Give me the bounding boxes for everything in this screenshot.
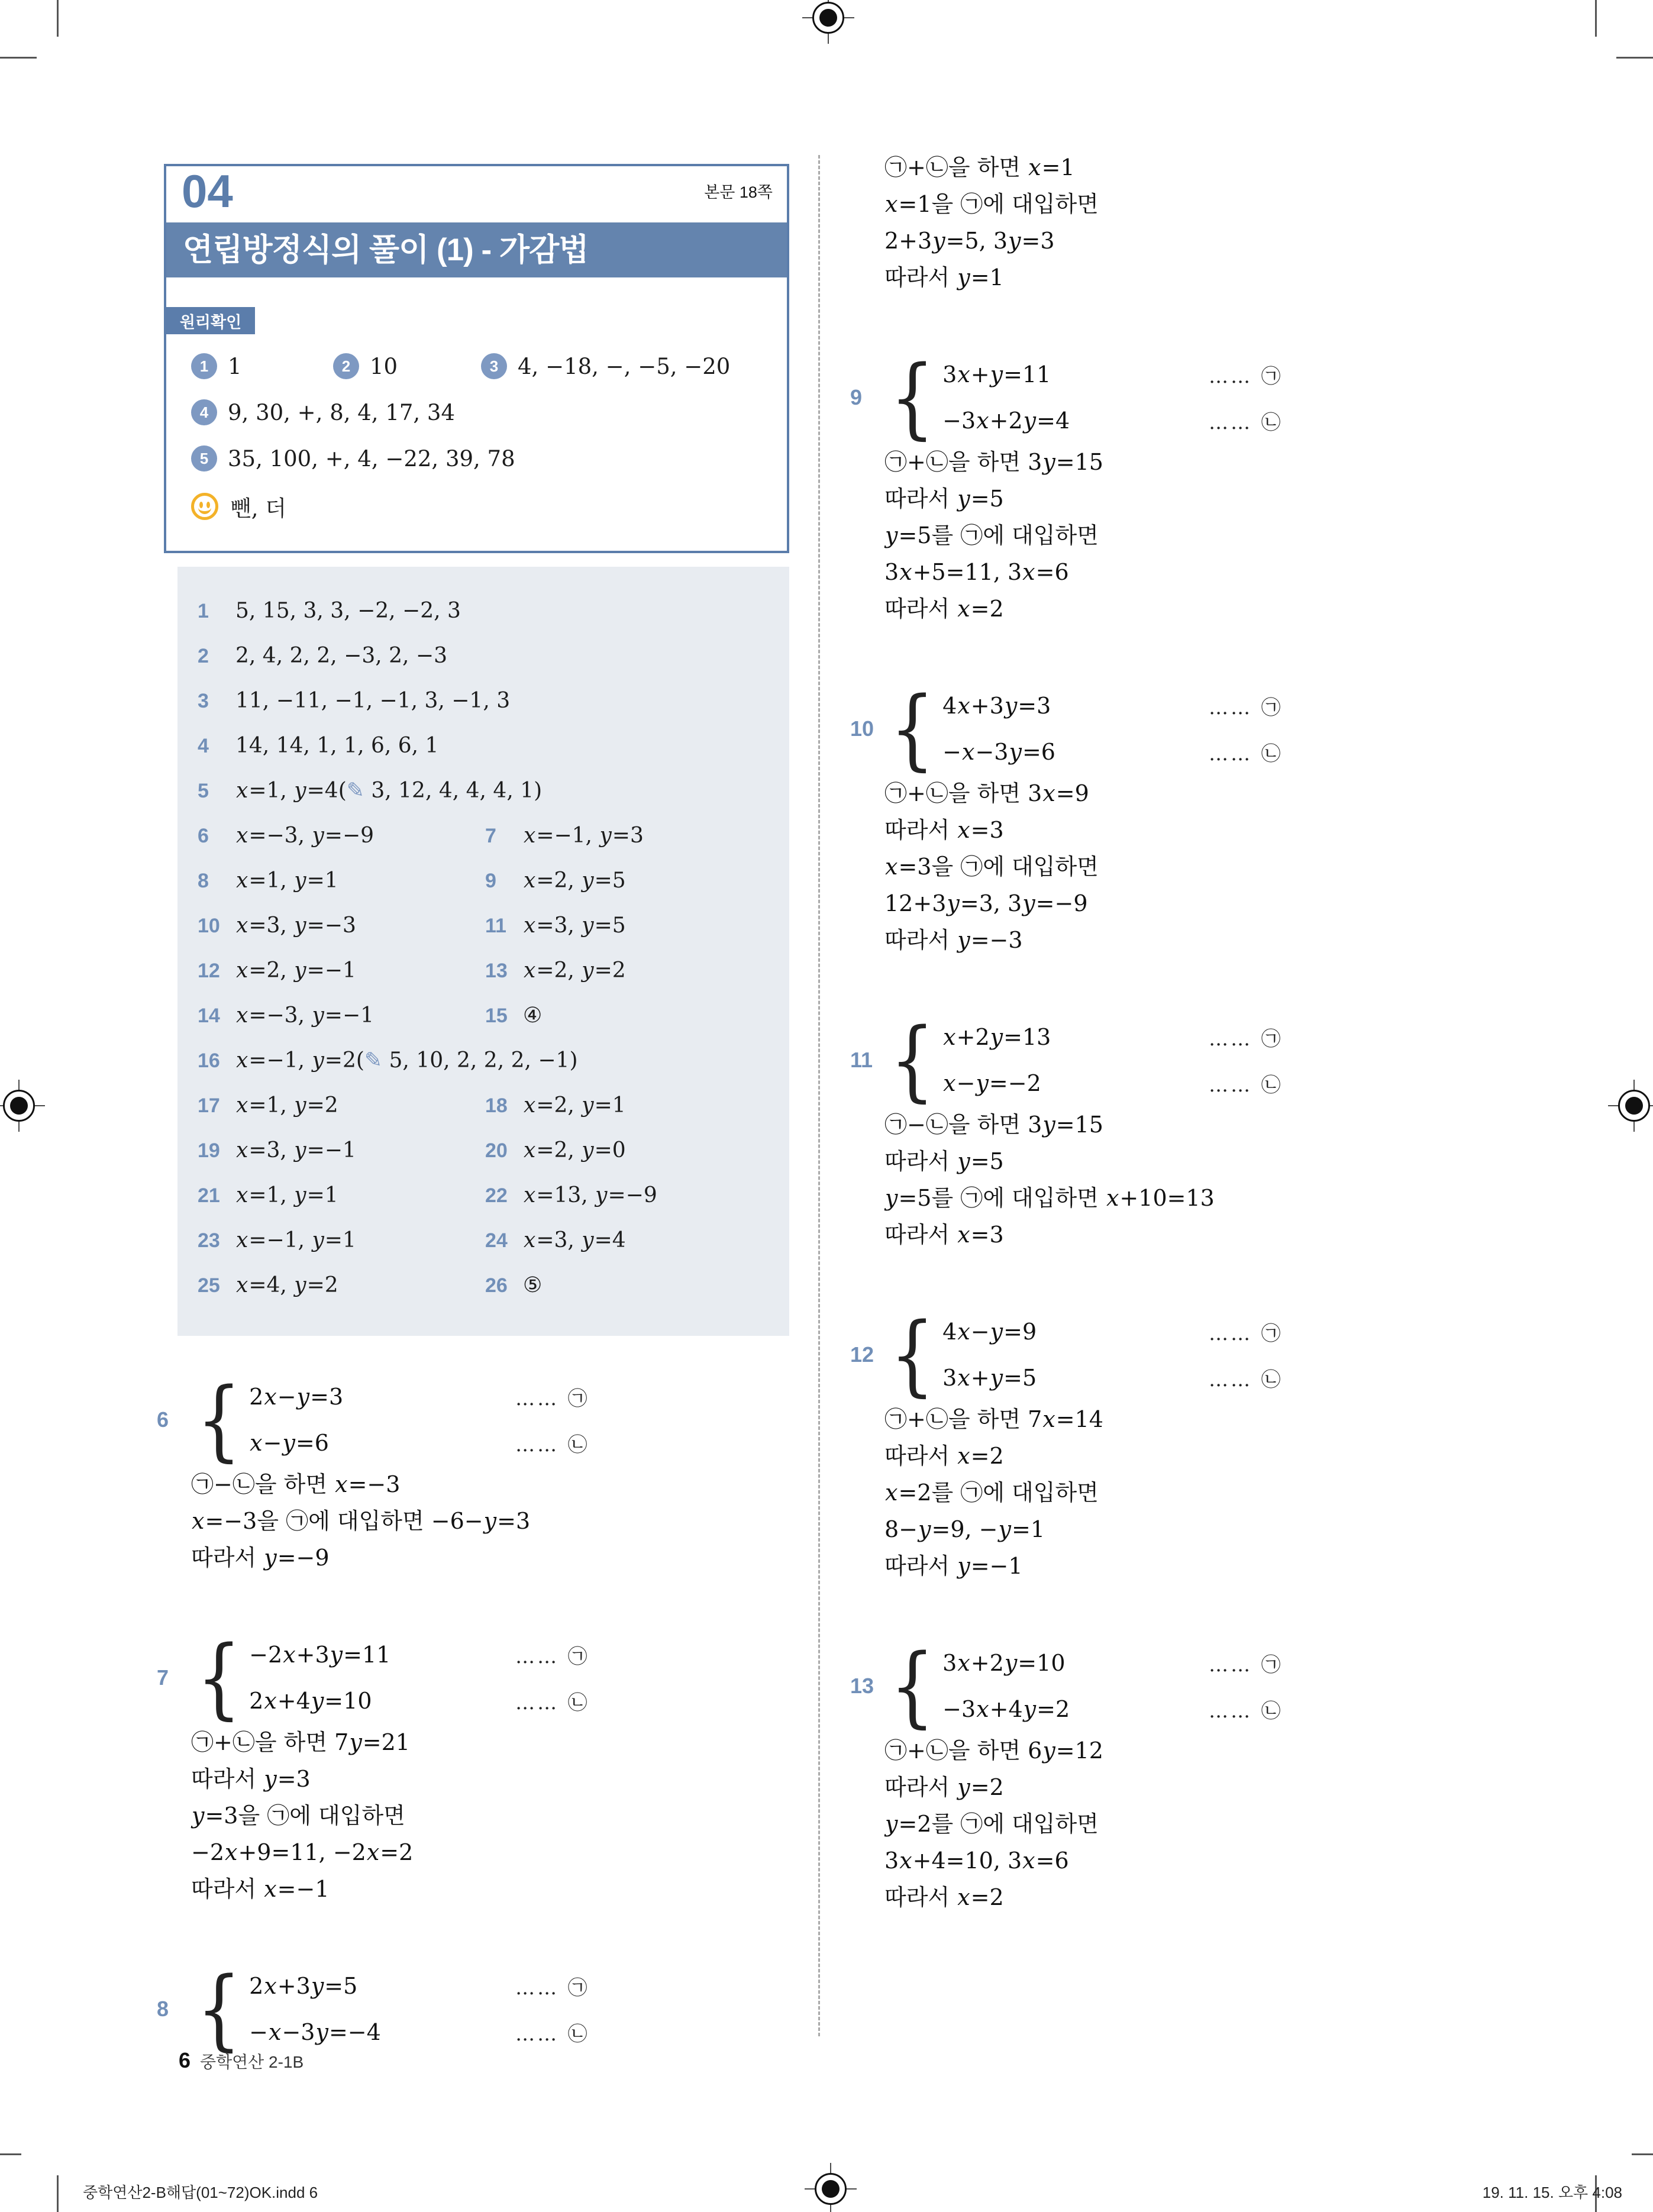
answer-row: [198, 633, 769, 678]
solution-lines: [884, 149, 1504, 296]
equation-system: [884, 1009, 1283, 1111]
equation: 3x+y=5: [942, 1365, 1037, 1391]
solution-lines: [884, 1106, 1504, 1253]
system-equations: [249, 1632, 590, 1724]
answer-number: 25: [198, 1274, 220, 1297]
solution-line: 따라서 y=3: [191, 1766, 311, 1792]
system-equations: [942, 1309, 1283, 1401]
solution-line: 따라서 y=−1: [884, 1553, 1023, 1579]
solution-line: 따라서 y=5: [884, 1148, 1004, 1174]
system-brace-icon: {: [890, 678, 935, 780]
principle-item: [191, 445, 771, 472]
solution-number: 7: [157, 1665, 169, 1690]
solution-block: [850, 678, 1504, 958]
solution-line: ㉠+㉡을 하면 7x=14: [884, 1406, 1103, 1432]
solutions-column-left: [157, 1369, 789, 2111]
answer-cell: [485, 1273, 769, 1297]
solution-line: y=5를 ㉠에 대입하면: [885, 522, 1099, 548]
equation-system: [884, 1304, 1283, 1406]
answer-number: 11: [485, 914, 506, 937]
footer-page-number: 6: [179, 2048, 191, 2072]
solution-system-row: [850, 1635, 1504, 1737]
system-brace-icon: {: [890, 347, 935, 448]
answer-row: [198, 1218, 769, 1262]
solution-system-row: [850, 347, 1504, 448]
solution-lines: [884, 444, 1504, 627]
equation-label: …… ㉠: [1209, 364, 1283, 387]
textbook-page-ref: 본문 18쪽: [704, 183, 773, 201]
equation-label: …… ㉠: [1209, 1321, 1283, 1345]
system-equation-row: [942, 1640, 1283, 1686]
equation: x−y=6: [250, 1430, 329, 1456]
equation: 3x+y=11: [942, 361, 1051, 387]
system-equation-row: [942, 1014, 1283, 1060]
solution-system-row: [850, 1304, 1504, 1406]
solution-line: 3x+5=11, 3x=6: [884, 559, 1069, 585]
print-filename: 중학연산2-B해답(01~72)OK.indd 6: [83, 2184, 318, 2201]
answer-number: 8: [198, 869, 209, 892]
solution-line: 12+3y=3, 3y=−9: [884, 890, 1088, 916]
item-answer-text: 10: [370, 353, 398, 379]
answer-number: 3: [198, 689, 209, 712]
unit-title: 연립방정식의 풀이 (1) - 가감법: [183, 232, 589, 267]
crop-mark-bottom-left-v: [57, 2175, 59, 2212]
solution-block: [850, 1009, 1504, 1253]
equation-label: …… ㉡: [1209, 410, 1283, 434]
equation-label: …… ㉡: [515, 1432, 590, 1456]
answer-row: [198, 678, 769, 723]
answer-value: 11, −11, −1, −1, 3, −1, 3: [235, 688, 511, 713]
answer-cell: [198, 958, 485, 983]
solution-block: [850, 1635, 1504, 1916]
answer-cell: [485, 1228, 769, 1252]
answer-value: x=3, y=−3: [236, 913, 356, 938]
answer-row: [198, 993, 769, 1038]
system-equation-row: [942, 1060, 1283, 1106]
answer-number: 23: [198, 1229, 220, 1252]
solution-line: 따라서 y=1: [884, 264, 1004, 290]
system-equation-row: [249, 1632, 590, 1678]
answer-value: x=3, y=5: [524, 913, 626, 938]
answer-value: x=13, y=−9: [524, 1183, 657, 1207]
system-brace-icon: {: [890, 1304, 935, 1406]
crop-mark-top-left-h: [0, 57, 37, 59]
solution-block: [850, 1304, 1504, 1584]
answer-row: [198, 813, 769, 858]
equation: 2x+3y=5: [249, 1973, 358, 1999]
pencil-icon: ✎: [346, 778, 364, 803]
solution-line: 8−y=9, −y=1: [884, 1516, 1045, 1542]
answer-value: x=3, y=4: [524, 1228, 626, 1252]
unit-header-box: [164, 164, 789, 553]
answer-row: [198, 1038, 769, 1083]
item-number-badge: 2: [333, 353, 359, 379]
equation: −3x+4y=2: [942, 1696, 1070, 1722]
system-equation-row: [249, 1420, 590, 1466]
equation: x+2y=13: [943, 1024, 1051, 1050]
answer-number: 12: [198, 959, 220, 982]
answer-value: x=2, y=1: [524, 1093, 626, 1118]
equation-label: …… ㉠: [515, 1644, 590, 1668]
registration-mark-bottom: [805, 2163, 857, 2212]
answer-value: ⑤: [523, 1273, 543, 1297]
answer-row: [198, 858, 769, 903]
solution-block: [850, 149, 1504, 296]
solution-line: 따라서 x=2: [884, 596, 1004, 622]
system-equation-row: [942, 729, 1283, 775]
answer-cell: [198, 1228, 485, 1252]
equation-system: [191, 1627, 590, 1729]
answer-value: x=1, y=1: [236, 1183, 338, 1207]
solution-lines: [191, 1724, 789, 1907]
system-equation-row: [942, 398, 1283, 444]
solution-line: ㉠−㉡을 하면 3y=15: [884, 1112, 1103, 1138]
solution-system-row: [157, 1958, 789, 2060]
solution-line: −2x+9=11, −2x=2: [191, 1839, 414, 1865]
answer-cell: [485, 958, 769, 983]
page-footer: [179, 2048, 304, 2073]
equation-label: …… ㉡: [1209, 1698, 1283, 1722]
registration-mark-top: [802, 0, 854, 44]
answer-number: 15: [485, 1004, 508, 1027]
smiley-icon: [191, 493, 218, 520]
footer-book-title: 중학연산 2-1B: [200, 2053, 304, 2071]
solution-system-row: [850, 1009, 1504, 1111]
answer-value: x=4, y=2: [236, 1273, 338, 1297]
system-brace-icon: {: [890, 1635, 935, 1737]
equation: −3x+2y=4: [942, 408, 1070, 434]
solution-line: 따라서 y=5: [884, 486, 1004, 512]
solution-line: ㉠+㉡을 하면 7y=21: [191, 1729, 410, 1755]
answer-number: 9: [485, 869, 496, 892]
system-equations: [942, 1640, 1283, 1732]
answer-number: 18: [485, 1094, 508, 1117]
solution-lines: [191, 1466, 789, 1576]
answer-row: [198, 723, 769, 768]
equation: 2x+4y=10: [249, 1688, 372, 1714]
answer-cell: [485, 1093, 769, 1118]
equation: 4x−y=9: [942, 1319, 1037, 1345]
solution-line: y=2를 ㉠에 대입하면: [885, 1811, 1099, 1837]
answer-cell: [198, 1093, 485, 1118]
registration-mark-left: [0, 1080, 45, 1132]
answer-row: [198, 948, 769, 993]
answer-cell: [198, 1003, 485, 1028]
answer-number: 10: [198, 914, 220, 937]
equation-label: …… ㉡: [1209, 1073, 1283, 1096]
solution-line: ㉠+㉡을 하면 x=1: [884, 154, 1075, 180]
system-equation-row: [249, 1678, 590, 1724]
answer-number: 2: [198, 644, 209, 667]
answer-value: 2, 4, 2, 2, −3, 2, −3: [235, 643, 447, 668]
solution-system-row: [850, 678, 1504, 780]
answer-number: 20: [485, 1139, 508, 1162]
solution-line: 3x+4=10, 3x=6: [884, 1848, 1069, 1874]
answer-value: x=1, y=1: [236, 868, 338, 893]
solution-line: x=−3을 ㉠에 대입하면 −6−y=3: [192, 1508, 531, 1534]
answer-cell: [485, 824, 769, 848]
answer-row: [198, 768, 769, 813]
answer-cell: [198, 1273, 485, 1297]
system-equations: [249, 1374, 590, 1466]
solution-line: 따라서 x=3: [884, 1222, 1004, 1248]
answer-value: x=2, y=2: [524, 958, 626, 983]
equation-label: …… ㉠: [515, 1386, 590, 1410]
equation-system: [884, 1635, 1283, 1737]
system-equations: [942, 1014, 1283, 1106]
answer-number: 26: [485, 1274, 508, 1297]
answer-number: 14: [198, 1004, 220, 1027]
solution-block: [850, 347, 1504, 627]
answer-value: x=2, y=5: [524, 868, 626, 893]
answer-row: [198, 1083, 769, 1128]
solution-number: 10: [850, 716, 874, 741]
solution-block: [157, 1958, 789, 2060]
equation-label: …… ㉡: [1209, 741, 1283, 765]
solution-line: ㉠−㉡을 하면 x=−3: [191, 1471, 401, 1497]
pencil-icon: ✎: [364, 1048, 383, 1073]
system-equation-row: [249, 1963, 590, 2009]
item-number-badge: 4: [191, 399, 217, 425]
crop-mark-bottom-right-h: [1632, 2153, 1653, 2155]
answer-cell: [198, 1138, 485, 1162]
solution-lines: [884, 1732, 1504, 1916]
answer-number: 19: [198, 1139, 220, 1162]
print-timestamp: 19. 11. 15. 오후 4:08: [1482, 2184, 1622, 2201]
answer-cell: [198, 868, 485, 893]
answer-number: 6: [198, 824, 209, 847]
smiley-answer-text: 뺀, 더: [230, 496, 287, 521]
solution-line: 따라서 x=3: [884, 817, 1004, 843]
item-answer-text: 35, 100, +, 4, −22, 39, 78: [228, 445, 515, 472]
solution-number: 13: [850, 1674, 874, 1698]
solution-line: y=3을 ㉠에 대입하면: [192, 1803, 405, 1829]
answer-number: 17: [198, 1094, 220, 1117]
answer-value: 14, 14, 1, 1, 6, 6, 1: [235, 733, 439, 758]
system-equation-row: [249, 1374, 590, 1420]
solution-system-row: [157, 1369, 789, 1471]
solution-number: 8: [157, 1997, 169, 2021]
solution-line: x=2를 ㉠에 대입하면: [885, 1480, 1099, 1506]
answer-value: x=1, y=4(✎ 3, 12, 4, 4, 4, 1): [236, 778, 543, 803]
solution-line: 따라서 y=−3: [884, 927, 1023, 953]
equation: x−y=−2: [943, 1070, 1041, 1096]
answer-cell: [198, 689, 769, 713]
item-number-badge: 5: [191, 445, 217, 472]
equation: −x−3y=6: [942, 739, 1055, 765]
answer-number: 4: [198, 734, 209, 757]
solution-line: 2+3y=5, 3y=3: [884, 228, 1055, 254]
equation: 2x−y=3: [249, 1384, 344, 1410]
solution-number: 11: [850, 1048, 873, 1072]
equation-system: [191, 1369, 590, 1471]
answer-cell: [485, 868, 769, 893]
answer-value: x=2, y=−1: [236, 958, 356, 983]
answer-cell: [198, 599, 769, 623]
equation-label: …… ㉡: [515, 2022, 590, 2045]
principle-check-items: [191, 353, 771, 472]
answer-cell: [198, 734, 769, 758]
smiley-answer-row: [191, 490, 286, 522]
answer-number: 1: [198, 599, 209, 622]
answer-number: 7: [485, 824, 496, 847]
answer-number: 5: [198, 779, 209, 802]
system-brace-icon: {: [196, 1958, 241, 2060]
answer-value: 5, 15, 3, 3, −2, −2, 3: [235, 598, 461, 623]
equation-label: …… ㉠: [1209, 1652, 1283, 1676]
answer-row: [198, 1262, 769, 1307]
answer-value: x=1, y=2: [236, 1093, 338, 1118]
answer-number: 22: [485, 1184, 508, 1207]
system-equation-row: [942, 683, 1283, 729]
equation-system: [191, 1958, 590, 2060]
system-equations: [942, 683, 1283, 775]
title-band: [166, 222, 787, 277]
solution-number: 12: [850, 1342, 874, 1367]
solutions-column-right: [850, 149, 1504, 1971]
answer-cell: [198, 1048, 769, 1073]
answer-value: ④: [523, 1003, 543, 1028]
equation: 3x+2y=10: [942, 1650, 1066, 1676]
principle-item: [333, 353, 481, 379]
solution-lines: [884, 1401, 1504, 1584]
principle-item: [191, 353, 333, 379]
answer-row: [198, 588, 769, 633]
principle-item: [481, 353, 771, 379]
answer-number: 16: [198, 1049, 220, 1072]
solution-line: ㉠+㉡을 하면 3x=9: [884, 780, 1089, 806]
answer-cell: [198, 824, 485, 848]
answer-number: 21: [198, 1184, 220, 1207]
answer-cell: [485, 913, 769, 938]
answer-row: [198, 1128, 769, 1173]
answer-number: 24: [485, 1229, 508, 1252]
solution-line: y=5를 ㉠에 대입하면 x+10=13: [885, 1185, 1215, 1211]
solution-line: 따라서 x=2: [884, 1443, 1004, 1469]
answer-value: x=−1, y=1: [236, 1228, 356, 1252]
equation: −x−3y=−4: [249, 2019, 381, 2045]
system-brace-icon: {: [196, 1369, 241, 1471]
item-number-badge: 3: [481, 353, 507, 379]
crop-mark-top-right-h: [1616, 57, 1653, 59]
equation: −2x+3y=11: [249, 1642, 391, 1668]
principle-item: [191, 399, 771, 425]
system-equation-row: [942, 1309, 1283, 1355]
answer-row: [198, 1173, 769, 1218]
solution-line: 따라서 x=2: [884, 1884, 1004, 1910]
equation: 4x+3y=3: [942, 693, 1051, 719]
unit-number: 04: [182, 165, 233, 217]
answer-value: x=−1, y=2(✎ 5, 10, 2, 2, 2, −1): [236, 1048, 578, 1073]
system-equations: [942, 351, 1283, 444]
system-equations: [249, 1963, 590, 2055]
equation-system: [884, 347, 1283, 448]
solution-system-row: [157, 1627, 789, 1729]
item-number-badge: 1: [191, 353, 217, 379]
equation-label: …… ㉡: [515, 1690, 590, 1714]
answer-cell: [485, 1003, 769, 1028]
answer-number: 13: [485, 959, 508, 982]
equation-label: …… ㉡: [1209, 1367, 1283, 1391]
column-divider: [818, 155, 820, 2036]
answers-panel: [177, 567, 789, 1336]
answer-value: x=−3, y=−9: [236, 823, 374, 848]
solution-block: [157, 1627, 789, 1907]
answer-cell: [485, 1183, 769, 1207]
solution-number: 9: [850, 385, 863, 409]
crop-mark-top-left-v: [57, 0, 59, 37]
answer-value: x=−1, y=3: [524, 823, 644, 848]
answer-rows: [198, 588, 769, 1307]
answer-value: x=3, y=−1: [236, 1138, 356, 1162]
answer-cell: [198, 913, 485, 938]
solution-line: ㉠+㉡을 하면 3y=15: [884, 449, 1103, 475]
system-equation-row: [942, 1355, 1283, 1401]
equation-label: …… ㉠: [515, 1975, 590, 1999]
crop-mark-bottom-left-h: [0, 2153, 21, 2155]
system-equation-row: [942, 351, 1283, 398]
answer-row: [198, 903, 769, 948]
solution-line: x=3을 ㉠에 대입하면: [885, 854, 1099, 880]
item-answer-text: 9, 30, +, 8, 4, 17, 34: [228, 399, 456, 425]
solution-block: [157, 1369, 789, 1576]
answer-cell: [198, 1183, 485, 1207]
solution-line: ㉠+㉡을 하면 6y=12: [884, 1738, 1103, 1764]
item-answer-text: 4, −18, −, −5, −20: [518, 353, 731, 379]
answer-cell: [198, 779, 769, 803]
solution-lines: [884, 775, 1504, 958]
answer-cell: [485, 1138, 769, 1162]
registration-mark-right: [1608, 1080, 1653, 1132]
system-equation-row: [942, 1686, 1283, 1732]
answer-value: x=−3, y=−1: [236, 1003, 374, 1028]
equation-label: …… ㉠: [1209, 695, 1283, 719]
principle-check-label: 원리확인: [166, 307, 255, 334]
system-brace-icon: {: [890, 1009, 935, 1111]
solution-line: 따라서 x=−1: [191, 1876, 330, 1902]
solution-line: 따라서 y=2: [884, 1774, 1004, 1800]
equation-system: [884, 678, 1283, 780]
answer-cell: [198, 644, 769, 668]
equation-label: …… ㉠: [1209, 1026, 1283, 1050]
crop-mark-top-right-v: [1595, 0, 1597, 37]
item-answer-text: 1: [228, 353, 242, 379]
solution-number: 6: [157, 1407, 169, 1432]
answer-value: x=2, y=0: [524, 1138, 626, 1162]
system-brace-icon: {: [196, 1627, 241, 1729]
solution-line: 따라서 y=−9: [191, 1545, 330, 1571]
solution-line: x=1을 ㉠에 대입하면: [885, 191, 1099, 217]
